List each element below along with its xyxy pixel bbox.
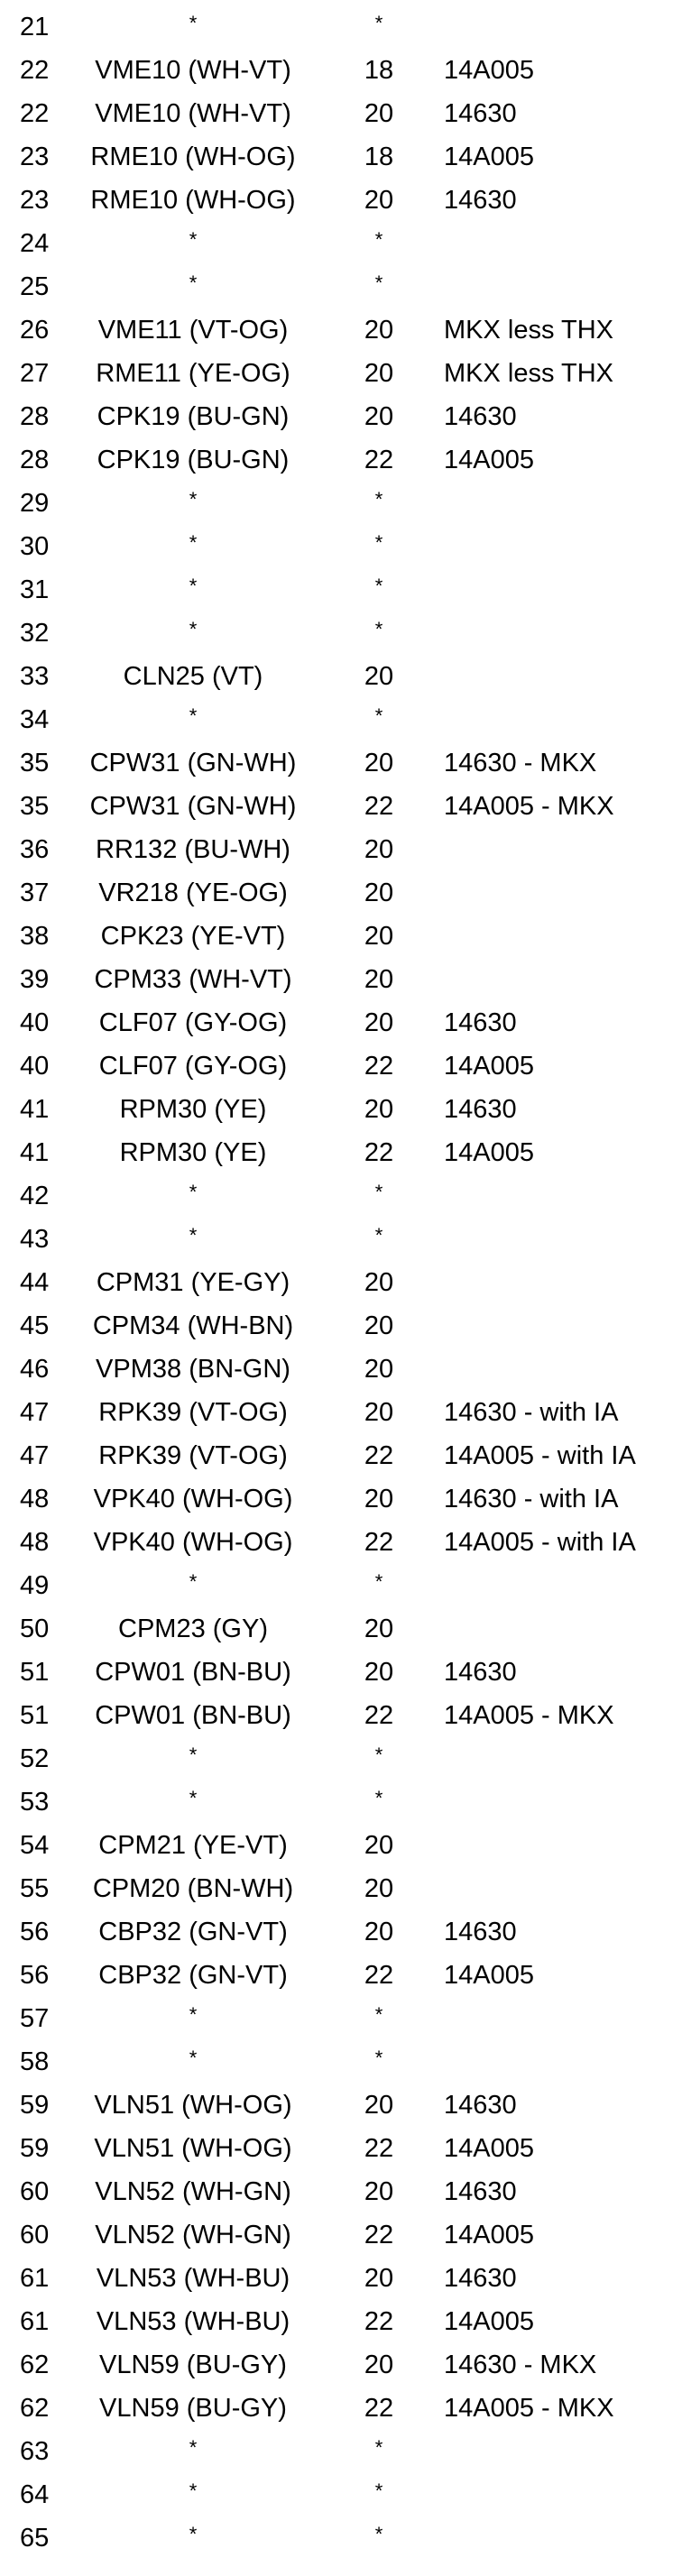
usage-note: 14A005 - MKX bbox=[444, 2394, 614, 2423]
table-row bbox=[0, 1218, 682, 1261]
circuit-name: * bbox=[189, 488, 198, 511]
wire-gauge: 20 bbox=[364, 316, 394, 345]
wire-gauge: 20 bbox=[364, 1831, 394, 1860]
table-row bbox=[0, 958, 682, 1001]
pin-number: 40 bbox=[20, 1052, 50, 1081]
circuit-name: VME10 (WH-VT) bbox=[95, 99, 291, 128]
wire-gauge: 20 bbox=[364, 186, 394, 215]
pin-number: 44 bbox=[20, 1268, 50, 1297]
circuit-name: VLN53 (WH-BU) bbox=[96, 2307, 290, 2336]
pin-number: 39 bbox=[20, 965, 50, 994]
usage-note: MKX less THX bbox=[444, 316, 614, 345]
wire-gauge: * bbox=[374, 531, 383, 554]
wire-gauge: 20 bbox=[364, 359, 394, 388]
usage-note: 14630 bbox=[444, 1095, 517, 1124]
circuit-name: VLN51 (WH-OG) bbox=[94, 2091, 292, 2120]
wire-gauge: 20 bbox=[364, 1311, 394, 1340]
circuit-name: * bbox=[189, 618, 198, 640]
table-row bbox=[0, 741, 682, 785]
pin-number: 64 bbox=[20, 2480, 50, 2509]
pin-number: 48 bbox=[20, 1528, 50, 1557]
pin-number: 22 bbox=[20, 56, 50, 85]
table-row bbox=[0, 2343, 682, 2387]
table-row bbox=[0, 438, 682, 482]
table-row bbox=[0, 2127, 682, 2170]
pin-number: 63 bbox=[20, 2437, 50, 2466]
table-row bbox=[0, 828, 682, 871]
usage-note: 14A005 bbox=[444, 2307, 534, 2336]
wire-gauge: 20 bbox=[364, 879, 394, 907]
circuit-name: * bbox=[189, 1743, 198, 1766]
wire-gauge: * bbox=[374, 1787, 383, 1809]
circuit-name: * bbox=[189, 575, 198, 597]
circuit-name: CBP32 (GN-VT) bbox=[98, 1918, 288, 1946]
wire-gauge: 22 bbox=[364, 446, 394, 474]
circuit-name: RPM30 (YE) bbox=[119, 1095, 267, 1124]
circuit-name: VLN59 (BU-GY) bbox=[99, 2351, 287, 2379]
wire-gauge: 20 bbox=[364, 1874, 394, 1903]
usage-note: 14630 - with IA bbox=[444, 1398, 619, 1427]
circuit-name: VLN53 (WH-BU) bbox=[96, 2264, 290, 2293]
wire-gauge: 22 bbox=[364, 2221, 394, 2249]
table-row bbox=[0, 1044, 682, 1088]
circuit-name: * bbox=[189, 1787, 198, 1809]
circuit-name: CLF07 (GY-OG) bbox=[98, 1008, 288, 1037]
pin-number: 30 bbox=[20, 532, 50, 561]
table-row bbox=[0, 1477, 682, 1521]
usage-note: 14630 bbox=[444, 2177, 517, 2206]
circuit-name: * bbox=[189, 704, 198, 727]
table-row bbox=[0, 1261, 682, 1304]
table-row bbox=[0, 2040, 682, 2084]
usage-note: 14630 - MKX bbox=[444, 749, 597, 777]
table-row bbox=[0, 1954, 682, 1997]
table-row bbox=[0, 2257, 682, 2300]
circuit-name: * bbox=[189, 2479, 198, 2502]
pin-number: 25 bbox=[20, 272, 50, 301]
usage-note: 14630 - with IA bbox=[444, 1485, 619, 1513]
pin-number: 54 bbox=[20, 1831, 50, 1860]
circuit-name: * bbox=[189, 271, 198, 294]
wire-gauge: 20 bbox=[364, 1355, 394, 1384]
usage-note: 14630 - MKX bbox=[444, 2351, 597, 2379]
usage-note: 14A005 bbox=[444, 1052, 534, 1081]
table-row bbox=[0, 2213, 682, 2257]
wire-gauge: * bbox=[374, 2047, 383, 2069]
wire-gauge: 20 bbox=[364, 2351, 394, 2379]
pin-number: 24 bbox=[20, 229, 50, 258]
circuit-name: RME10 (WH-OG) bbox=[90, 143, 296, 171]
wire-gauge: 18 bbox=[364, 56, 394, 85]
pin-number: 26 bbox=[20, 316, 50, 345]
circuit-name: CPM34 (WH-BN) bbox=[92, 1311, 294, 1340]
table-row bbox=[0, 1174, 682, 1218]
pin-number: 50 bbox=[20, 1615, 50, 1643]
table-row bbox=[0, 1521, 682, 1564]
usage-note: 14A005 bbox=[444, 2221, 534, 2249]
circuit-name: VME11 (VT-OG) bbox=[97, 316, 289, 345]
wire-gauge: * bbox=[374, 271, 383, 294]
wire-gauge: 22 bbox=[364, 2134, 394, 2163]
wire-gauge: * bbox=[374, 12, 383, 34]
wire-gauge: 22 bbox=[364, 1701, 394, 1730]
circuit-name: * bbox=[189, 2003, 198, 2026]
wire-gauge: 20 bbox=[364, 1615, 394, 1643]
pin-number: 22 bbox=[20, 99, 50, 128]
table-row bbox=[0, 1564, 682, 1607]
table-row bbox=[0, 612, 682, 655]
pin-number: 43 bbox=[20, 1225, 50, 1254]
circuit-name: CPK19 (BU-GN) bbox=[97, 402, 290, 431]
table-row bbox=[0, 2473, 682, 2516]
circuit-name: VME10 (WH-VT) bbox=[95, 56, 291, 85]
wire-gauge: 20 bbox=[364, 1398, 394, 1427]
circuit-name: RME10 (WH-OG) bbox=[90, 186, 296, 215]
table-row bbox=[0, 1348, 682, 1391]
wire-gauge: * bbox=[374, 2436, 383, 2459]
table-row bbox=[0, 1780, 682, 1824]
circuit-name: RPM30 (YE) bbox=[119, 1138, 267, 1167]
wire-gauge: 20 bbox=[364, 402, 394, 431]
pin-number: 59 bbox=[20, 2134, 50, 2163]
circuit-name: CPM23 (GY) bbox=[118, 1615, 268, 1643]
wire-gauge: * bbox=[374, 488, 383, 511]
table-row bbox=[0, 655, 682, 698]
table-row bbox=[0, 871, 682, 915]
circuit-name: RPK39 (VT-OG) bbox=[98, 1398, 288, 1427]
pin-number: 56 bbox=[20, 1918, 50, 1946]
pin-number: 60 bbox=[20, 2221, 50, 2249]
pin-number: 55 bbox=[20, 1874, 50, 1903]
wire-gauge: * bbox=[374, 1224, 383, 1247]
table-row bbox=[0, 1001, 682, 1044]
circuit-name: CPW01 (BN-BU) bbox=[95, 1658, 291, 1687]
wire-gauge: * bbox=[374, 228, 383, 251]
wire-gauge: * bbox=[374, 1570, 383, 1593]
usage-note: 14A005 - with IA bbox=[444, 1441, 636, 1470]
table-row bbox=[0, 1088, 682, 1131]
pin-number: 28 bbox=[20, 446, 50, 474]
table-row bbox=[0, 1607, 682, 1651]
pin-number: 59 bbox=[20, 2091, 50, 2120]
table-row bbox=[0, 1824, 682, 1867]
usage-note: 14630 bbox=[444, 2264, 517, 2293]
table-row bbox=[0, 1391, 682, 1434]
table-row bbox=[0, 1997, 682, 2040]
usage-note: 14630 bbox=[444, 1658, 517, 1687]
circuit-name: CLN25 (VT) bbox=[123, 662, 263, 691]
wire-gauge: 22 bbox=[364, 1138, 394, 1167]
pin-number: 29 bbox=[20, 489, 50, 518]
pin-number: 52 bbox=[20, 1744, 50, 1773]
pin-number: 51 bbox=[20, 1658, 50, 1687]
table-row bbox=[0, 395, 682, 438]
table-row bbox=[0, 482, 682, 525]
wire-gauge: 20 bbox=[364, 749, 394, 777]
pin-number: 34 bbox=[20, 705, 50, 734]
pin-number: 35 bbox=[20, 749, 50, 777]
pin-number: 49 bbox=[20, 1571, 50, 1600]
pin-number: 23 bbox=[20, 186, 50, 215]
circuit-name: * bbox=[189, 2436, 198, 2459]
circuit-name: VPK40 (WH-OG) bbox=[93, 1485, 293, 1513]
wire-gauge: 20 bbox=[364, 965, 394, 994]
table-row bbox=[0, 49, 682, 92]
circuit-name: CPW31 (GN-WH) bbox=[89, 792, 297, 821]
pin-number: 45 bbox=[20, 1311, 50, 1340]
table-row bbox=[0, 2170, 682, 2213]
table-row bbox=[0, 2387, 682, 2430]
pin-number: 41 bbox=[20, 1138, 50, 1167]
usage-note: 14A005 - MKX bbox=[444, 792, 614, 821]
wire-gauge: 20 bbox=[364, 1658, 394, 1687]
wire-gauge: 20 bbox=[364, 1095, 394, 1124]
circuit-name: VPM38 (BN-GN) bbox=[96, 1355, 290, 1384]
circuit-name: CBP32 (GN-VT) bbox=[98, 1961, 288, 1990]
wire-gauge: 22 bbox=[364, 1441, 394, 1470]
usage-note: 14A005 bbox=[444, 2134, 534, 2163]
wire-gauge: 20 bbox=[364, 1008, 394, 1037]
wire-gauge: 20 bbox=[364, 1918, 394, 1946]
usage-note: 14A005 bbox=[444, 446, 534, 474]
circuit-name: CPM31 (YE-GY) bbox=[96, 1268, 290, 1297]
pin-number: 42 bbox=[20, 1182, 50, 1210]
table-row bbox=[0, 1434, 682, 1477]
pin-number: 46 bbox=[20, 1355, 50, 1384]
usage-note: 14A005 - with IA bbox=[444, 1528, 636, 1557]
pin-number: 27 bbox=[20, 359, 50, 388]
circuit-name: CPW31 (GN-WH) bbox=[89, 749, 297, 777]
table-row bbox=[0, 1304, 682, 1348]
wire-gauge: 20 bbox=[364, 835, 394, 864]
table-row bbox=[0, 92, 682, 135]
pin-number: 32 bbox=[20, 619, 50, 648]
wire-gauge: 20 bbox=[364, 99, 394, 128]
table-row bbox=[0, 5, 682, 49]
table-row bbox=[0, 2516, 682, 2560]
wire-gauge: * bbox=[374, 704, 383, 727]
wire-gauge: * bbox=[374, 575, 383, 597]
circuit-name: * bbox=[189, 1224, 198, 1247]
wire-gauge: 22 bbox=[364, 1052, 394, 1081]
pin-number: 31 bbox=[20, 575, 50, 604]
circuit-name: VLN51 (WH-OG) bbox=[94, 2134, 292, 2163]
table-row bbox=[0, 1694, 682, 1737]
table-row bbox=[0, 135, 682, 179]
pin-number: 60 bbox=[20, 2177, 50, 2206]
circuit-name: * bbox=[189, 228, 198, 251]
table-row bbox=[0, 915, 682, 958]
usage-note: 14A005 bbox=[444, 1961, 534, 1990]
wire-gauge: 20 bbox=[364, 922, 394, 951]
table-row bbox=[0, 179, 682, 222]
circuit-name: CPM21 (YE-VT) bbox=[98, 1831, 288, 1860]
pin-number: 56 bbox=[20, 1961, 50, 1990]
wire-gauge: * bbox=[374, 1181, 383, 1203]
pin-number: 21 bbox=[20, 13, 50, 41]
pin-number: 23 bbox=[20, 143, 50, 171]
pin-number: 61 bbox=[20, 2307, 50, 2336]
wire-gauge: 20 bbox=[364, 1268, 394, 1297]
wire-gauge: * bbox=[374, 618, 383, 640]
circuit-name: CPM33 (WH-VT) bbox=[94, 965, 292, 994]
wire-gauge: 22 bbox=[364, 1528, 394, 1557]
wire-gauge: 22 bbox=[364, 792, 394, 821]
pin-number: 53 bbox=[20, 1788, 50, 1817]
pin-number: 47 bbox=[20, 1398, 50, 1427]
circuit-name: * bbox=[189, 2047, 198, 2069]
circuit-name: VLN52 (WH-GN) bbox=[95, 2221, 291, 2249]
table-row bbox=[0, 698, 682, 741]
pin-number: 48 bbox=[20, 1485, 50, 1513]
usage-note: 14630 bbox=[444, 186, 517, 215]
table-row bbox=[0, 785, 682, 828]
table-row bbox=[0, 2430, 682, 2473]
usage-note: 14630 bbox=[444, 1008, 517, 1037]
pin-number: 37 bbox=[20, 879, 50, 907]
circuit-name: CPW01 (BN-BU) bbox=[95, 1701, 291, 1730]
wire-gauge: * bbox=[374, 2003, 383, 2026]
wire-gauge: 22 bbox=[364, 1961, 394, 1990]
wire-gauge: 20 bbox=[364, 2091, 394, 2120]
table-row bbox=[0, 525, 682, 568]
circuit-name: RPK39 (VT-OG) bbox=[98, 1441, 288, 1470]
pin-number: 62 bbox=[20, 2351, 50, 2379]
table-row bbox=[0, 352, 682, 395]
pin-number: 62 bbox=[20, 2394, 50, 2423]
table-row bbox=[0, 568, 682, 612]
usage-note: 14630 bbox=[444, 1918, 517, 1946]
circuit-name: VLN59 (BU-GY) bbox=[99, 2394, 287, 2423]
wire-gauge: 18 bbox=[364, 143, 394, 171]
circuit-name: RME11 (YE-OG) bbox=[96, 359, 290, 388]
wire-gauge: 20 bbox=[364, 2177, 394, 2206]
usage-note: 14A005 - MKX bbox=[444, 1701, 614, 1730]
pin-number: 47 bbox=[20, 1441, 50, 1470]
circuit-name: CPM20 (BN-WH) bbox=[92, 1874, 294, 1903]
pin-number: 65 bbox=[20, 2524, 50, 2553]
table-row bbox=[0, 1737, 682, 1780]
wire-gauge: * bbox=[374, 2523, 383, 2545]
pin-number: 28 bbox=[20, 402, 50, 431]
usage-note: 14630 bbox=[444, 99, 517, 128]
table-row bbox=[0, 1867, 682, 1910]
circuit-name: CPK19 (BU-GN) bbox=[97, 446, 290, 474]
usage-note: 14A005 bbox=[444, 56, 534, 85]
wire-gauge: 22 bbox=[364, 2394, 394, 2423]
circuit-name: * bbox=[189, 1570, 198, 1593]
circuit-name: * bbox=[189, 531, 198, 554]
circuit-name: RR132 (BU-WH) bbox=[96, 835, 290, 864]
circuit-name: * bbox=[189, 1181, 198, 1203]
pin-number: 33 bbox=[20, 662, 50, 691]
pin-number: 57 bbox=[20, 2004, 50, 2033]
table-row bbox=[0, 308, 682, 352]
pin-number: 36 bbox=[20, 835, 50, 864]
usage-note: 14A005 bbox=[444, 143, 534, 171]
circuit-name: VPK40 (WH-OG) bbox=[93, 1528, 293, 1557]
pin-number: 35 bbox=[20, 792, 50, 821]
circuit-name: * bbox=[189, 2523, 198, 2545]
table-row bbox=[0, 2084, 682, 2127]
usage-note: MKX less THX bbox=[444, 359, 614, 388]
pin-number: 51 bbox=[20, 1701, 50, 1730]
circuit-name: CLF07 (GY-OG) bbox=[98, 1052, 288, 1081]
table-row bbox=[0, 1131, 682, 1174]
circuit-name: VR218 (YE-OG) bbox=[98, 879, 288, 907]
table-row bbox=[0, 265, 682, 308]
wire-gauge: 20 bbox=[364, 2264, 394, 2293]
wire-gauge: 20 bbox=[364, 662, 394, 691]
usage-note: 14A005 bbox=[444, 1138, 534, 1167]
wire-gauge: * bbox=[374, 2479, 383, 2502]
circuit-name: VLN52 (WH-GN) bbox=[95, 2177, 291, 2206]
wire-gauge: * bbox=[374, 1743, 383, 1766]
wire-gauge: 22 bbox=[364, 2307, 394, 2336]
pin-number: 38 bbox=[20, 922, 50, 951]
pin-number: 40 bbox=[20, 1008, 50, 1037]
pin-number: 41 bbox=[20, 1095, 50, 1124]
wire-gauge: 20 bbox=[364, 1485, 394, 1513]
usage-note: 14630 bbox=[444, 2091, 517, 2120]
table-row bbox=[0, 222, 682, 265]
table-row bbox=[0, 1651, 682, 1694]
circuit-name: * bbox=[189, 12, 198, 34]
table-row bbox=[0, 1910, 682, 1954]
circuit-name: CPK23 (YE-VT) bbox=[100, 922, 286, 951]
pin-number: 61 bbox=[20, 2264, 50, 2293]
pin-number: 58 bbox=[20, 2047, 50, 2076]
usage-note: 14630 bbox=[444, 402, 517, 431]
table-row bbox=[0, 2300, 682, 2343]
